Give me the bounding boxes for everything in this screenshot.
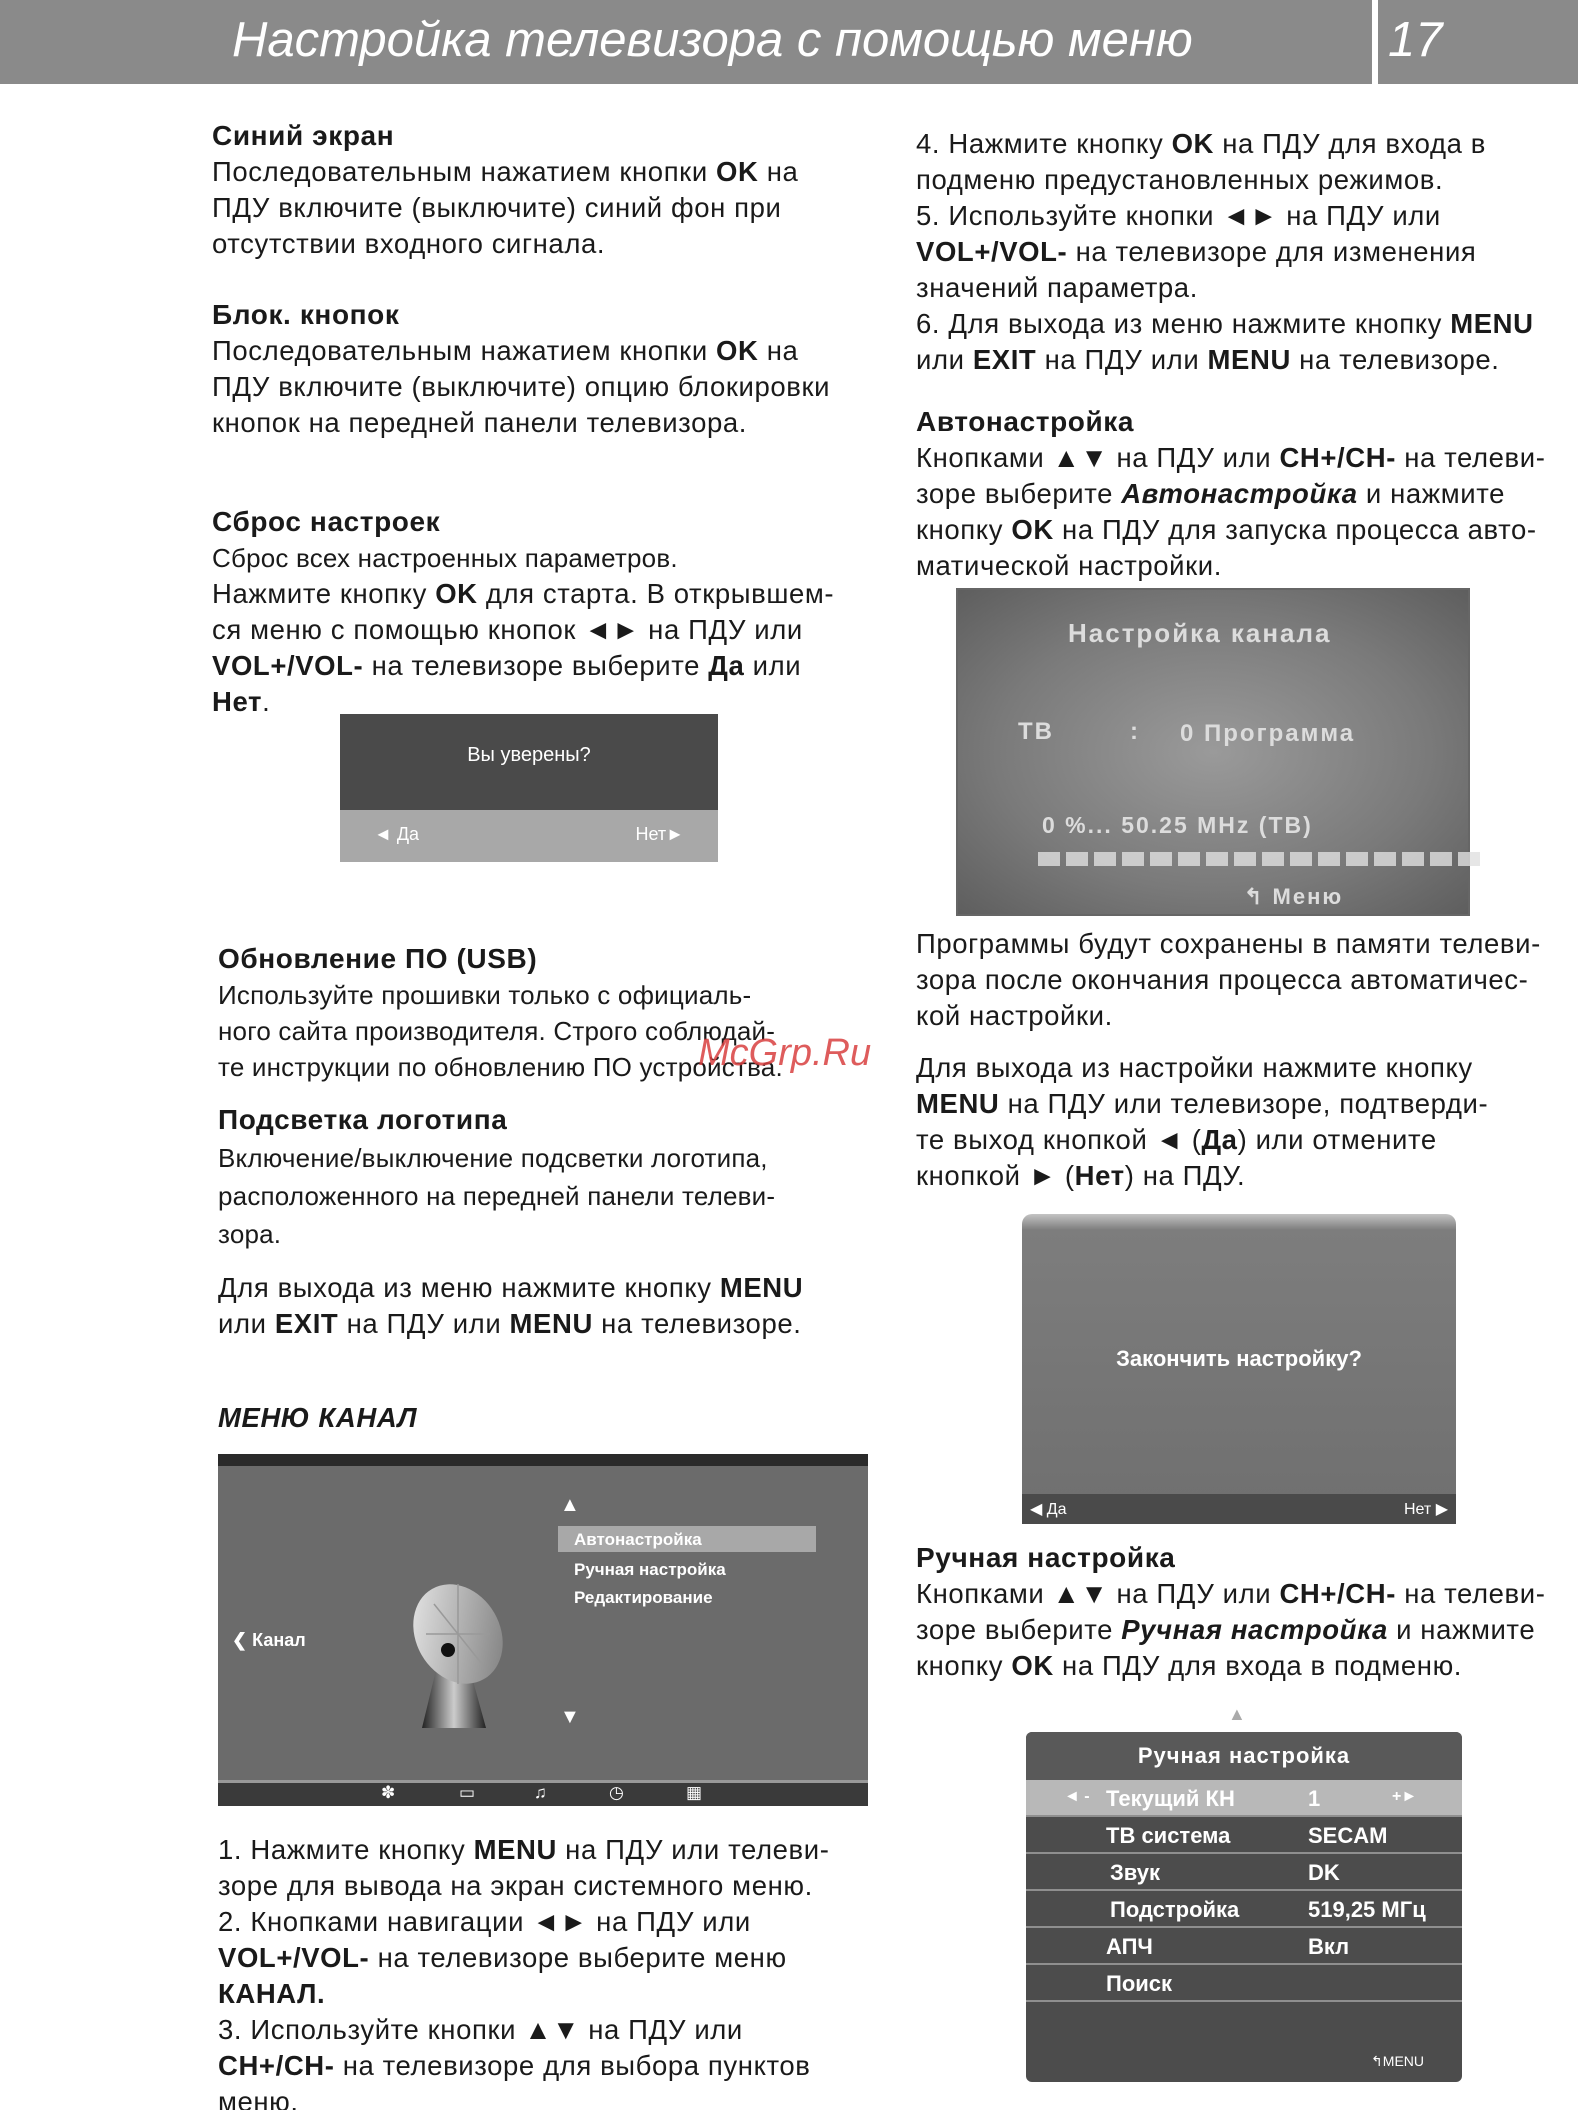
tv-screen-title: Настройка канала <box>1068 618 1332 648</box>
finish-tuning-dialog <box>1022 1214 1456 1524</box>
menu-item-manual-tune[interactable]: Ручная настройка <box>574 1560 726 1579</box>
increase-arrow-icon[interactable]: +► <box>1392 1788 1418 1805</box>
sound-tab-icon[interactable]: ♫ <box>534 1783 547 1802</box>
grid-tab-icon[interactable]: ▦ <box>686 1783 703 1802</box>
channel-side-label: ❮ Канал <box>232 1630 306 1650</box>
exit-tune-note: Для выхода из настройки нажмите кнопку MENU на ПДУ или телевизоре, подтверди- те выход кнопкой ◄ (Да) или отмените кнопкой ► (Нет) на ПДУ. <box>916 1052 1489 1191</box>
section-heading: Сброс настроек <box>212 506 441 537</box>
up-arrow-icon: ▲ <box>1228 1704 1246 1724</box>
menu-row-current-channel[interactable]: ◄ - Текущий КН 1 +► <box>1026 1780 1462 1817</box>
manual-tune-section: Ручная настройка Кнопками ▲▼ на ПДУ или CH+/CH- на телеви- зоре выберите Ручная настройка и нажмите кнопку OK на ПДУ для входа в подменю. <box>916 1540 1576 1684</box>
menu-title: Ручная настройка <box>1026 1732 1462 1780</box>
steps-1-3: 1. Нажмите кнопку MENU на ПДУ или телеви- зоре для вывода на экран системного меню. 2. Кнопками навигации ◄► на ПДУ или VOL+/VOL- на телевизоре выберите меню КАНАЛ. 3. Используйте кнопки ▲▼ на ПДУ или CH+/CH- на телевизоре для выбора пунктов меню. <box>218 1834 830 2110</box>
auto-tune-tv-screen: Настройка канала ТВ : 0 Программа 0 %... 50.25 MHz (ТВ) ↰ Меню <box>956 588 1470 916</box>
usb-update-section: Обновление ПО (USB) Используйте прошивки только с официаль- ного сайта производителя. Строго соблюдай- те инструкции по обновлению ПО устройства. <box>218 941 878 1085</box>
confirm-dialog <box>340 714 718 862</box>
manual-tune-menu <box>1026 1732 1462 2082</box>
no-button[interactable]: Нет ▶ <box>1404 1501 1448 1518</box>
section-heading: Автонастройка <box>916 406 1135 437</box>
yes-button[interactable]: ◀ Да <box>1030 1501 1067 1518</box>
menu-item-edit[interactable]: Редактирование <box>574 1588 713 1607</box>
section-heading: Блок. кнопок <box>212 299 400 330</box>
blue-screen-section: Синий экран Последовательным нажатием кнопки OK на ПДУ включите (выключите) синий фон при отсутствии входного сигнала. <box>212 118 872 262</box>
section-heading: Синий экран <box>212 120 395 151</box>
menu-row-fine-tune[interactable]: Подстройка 519,25 МГц <box>1026 1891 1462 1928</box>
section-heading: Ручная настройка <box>916 1542 1176 1573</box>
display-tab-icon[interactable]: ▭ <box>459 1783 476 1802</box>
up-arrow-icon: ▲ <box>560 1494 580 1516</box>
dialog-question: Вы уверены? <box>340 714 718 810</box>
watermark: McGrp.Ru <box>698 1032 872 1074</box>
down-arrow-icon: ▼ <box>560 1706 580 1728</box>
decrease-arrow-icon[interactable]: ◄ - <box>1064 1788 1090 1805</box>
yes-button[interactable]: ◄ Да <box>374 824 420 844</box>
program-count: 0 Программа <box>1180 720 1356 747</box>
satellite-dish-icon <box>406 1574 510 1732</box>
menu-hint: ↰ Меню <box>1244 884 1344 909</box>
page-title: Настройка телевизора с помощью меню <box>232 13 1193 67</box>
page-number: 17 <box>1388 13 1443 67</box>
menu-row-afc[interactable]: АПЧ Вкл <box>1026 1928 1462 1965</box>
key-lock-section: Блок. кнопок Последовательным нажатием кнопки OK на ПДУ включите (выключите) опцию блокировки кнопок на передней панели телевизора. <box>212 297 872 441</box>
exit-instruction: Для выхода из меню нажмите кнопку MENU или EXIT на ПДУ или MENU на телевизоре. <box>218 1272 804 1339</box>
dialog-buttons <box>1022 1494 1456 1524</box>
reset-section: Сброс настроек Сброс всех настроенных параметров. Нажмите кнопку OK для старта. В открывшем- ся меню с помощью кнопок ◄► на ПДУ или VOL+/VOL- на телевизоре выберите Да или Нет. <box>212 504 872 720</box>
auto-tune-section: Автонастройка Кнопками ▲▼ на ПДУ или CH+/CH- на телеви- зоре выберите Автонастройка и нажмите кнопку OK на ПДУ для запуска процесса авто- матической настройки. <box>916 404 1576 584</box>
section-heading: Подсветка логотипа <box>218 1104 508 1135</box>
menu-return-hint[interactable]: ↰MENU <box>1371 2053 1424 2069</box>
back-arrow-icon: ❮ <box>232 1630 248 1650</box>
tuning-progress: 0 %... 50.25 MHz (ТВ) <box>1042 812 1313 838</box>
time-tab-icon[interactable]: ◷ <box>609 1783 624 1802</box>
after-tune-note: Программы будут сохранены в памяти телеви- зора после окончания процесса автоматичес- кой настройки. <box>916 928 1541 1031</box>
dialog-buttons <box>340 810 718 862</box>
menu-row-tv-system[interactable]: ТВ система SECAM <box>1026 1817 1462 1854</box>
menu-item-auto-tune[interactable]: Автонастройка <box>574 1530 702 1549</box>
no-button[interactable]: Нет► <box>635 824 684 844</box>
settings-tab-icon[interactable]: ✽ <box>381 1783 396 1802</box>
channel-menu-screen <box>218 1454 868 1806</box>
section-heading: Обновление ПО (USB) <box>218 943 538 974</box>
menu-row-search[interactable]: Поиск <box>1026 1965 1462 2002</box>
logo-light-section: Подсветка логотипа Включение/выключение подсветки логотипа, расположенного на передней панели телеви- зора. <box>218 1101 878 1253</box>
dialog-question: Закончить настройку? <box>1116 1346 1362 1371</box>
progress-bar <box>1038 852 1480 866</box>
menu-row-sound[interactable]: Звук DK <box>1026 1854 1462 1891</box>
steps-4-6: 4. Нажмите кнопку OK на ПДУ для входа в подменю предустановленных режимов. 5. Используйте кнопки ◄► на ПДУ или VOL+/VOL- на телевизоре для изменения значений параметра. 6. Для выхода из меню нажмите кнопку MENU или EXIT на ПДУ или MENU на телевизоре. <box>916 128 1534 375</box>
channel-menu-heading: МЕНЮ КАНАЛ <box>218 1402 418 1433</box>
